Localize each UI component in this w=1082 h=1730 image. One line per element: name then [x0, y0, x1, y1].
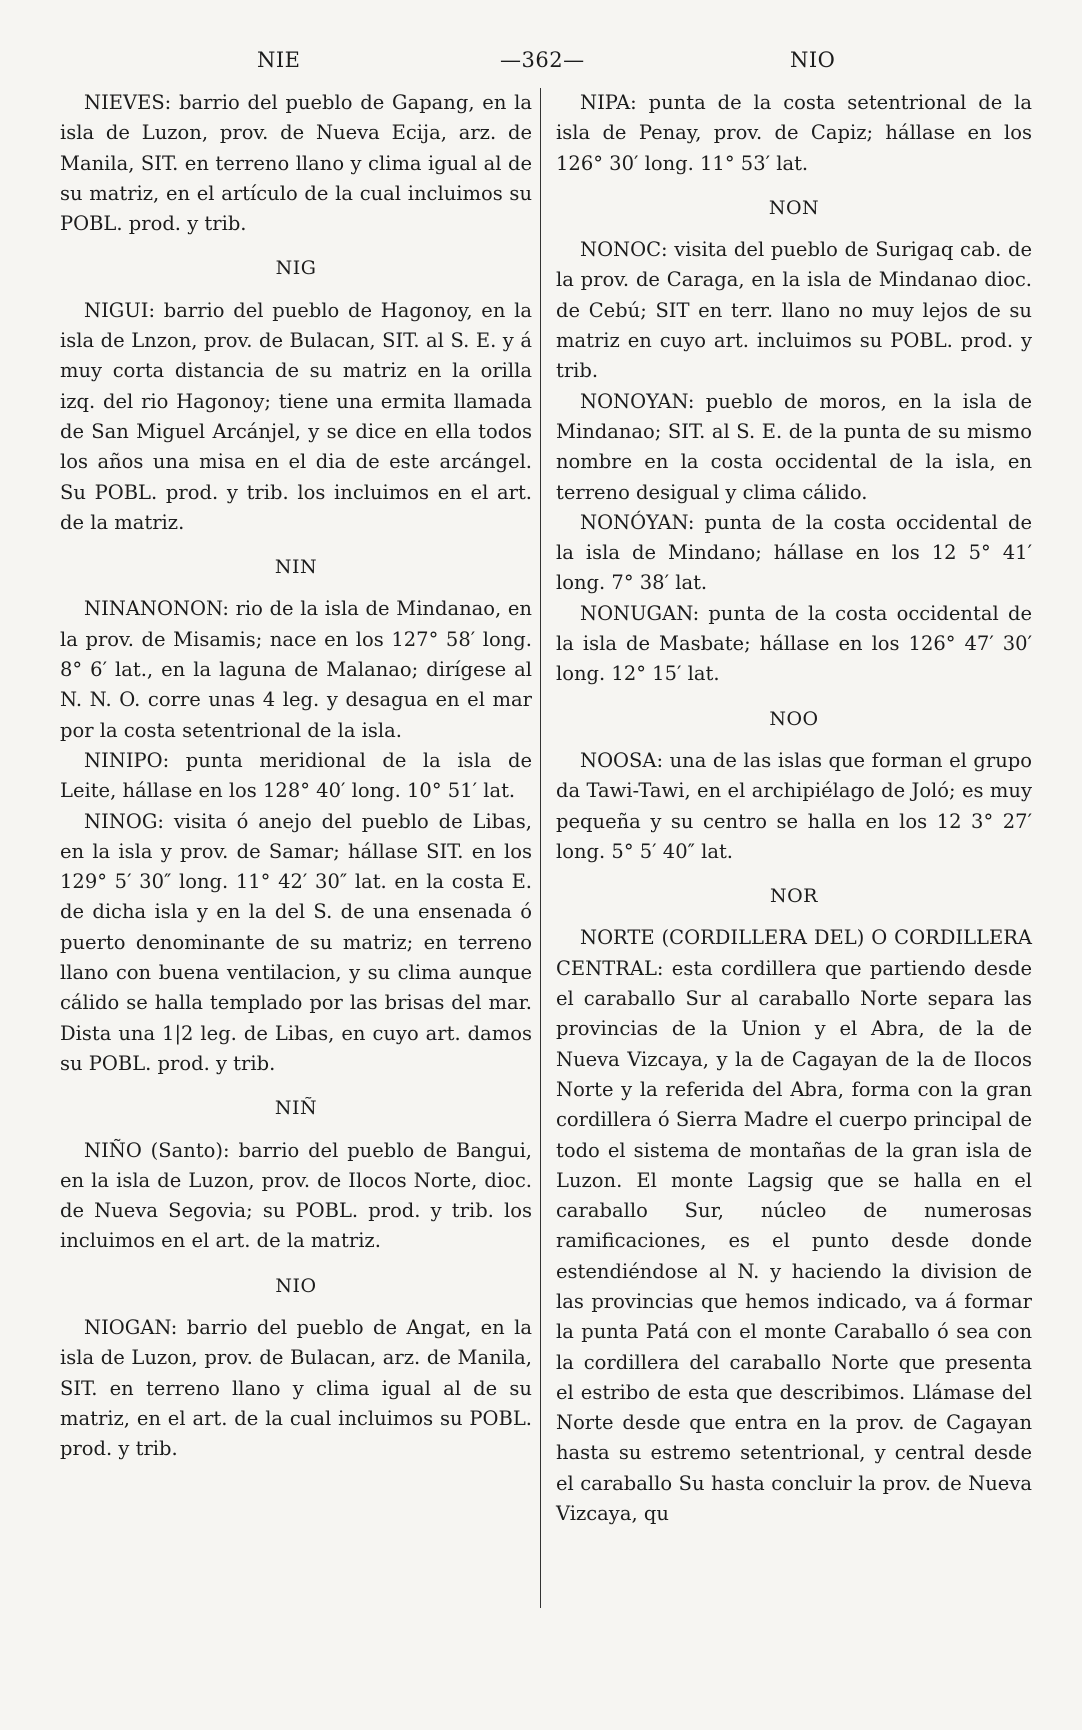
section-heading: NOO: [769, 707, 819, 730]
dictionary-entry: NINOG: visita ó anejo del pueblo de Libas, en la isla y prov. de Samar; hállase SIT. en los 129° 5′ 30″ long. 11° 42′ 30″ lat. en la costa E. de dicha isla y en la del S. de una ensenada ó puerto denominante de su matriz; en terreno llano con buena ventilacion, y su clima aunque cálido se halla templado por las brisas del mar. Dista una 1|2 leg. de Libas, en cuyo art. damos su POBL. prod. y trib.: [60, 809, 532, 1075]
dictionary-entry: NORTE (CORDILLERA DEL) O CORDILLERA CENTRAL: esta cordillera que partiendo desde el caraballo Sur al caraballo Norte separa las provincias de la Union y el Abra, de la de Nueva Vizcaya, y la de Cagayan de la de Ilocos Norte y la referida del Abra, forma con la gran cordillera ó Sierra Madre el cuerpo principal de todo el sistema de montañas de la gran isla de Luzon. El monte Lagsig que se halla en el caraballo Sur, núcleo de numerosas ramificaciones, es el punto desde donde estendiéndose al N. y haciendo la division de las provincias que hemos indicado, va á formar la punta Patá con el monte Caraballo ó sea con la cordillera del caraballo Norte que presenta el estribo de esta que describimos. Llámase del Norte desde que entra en la prov. de Cagayan hasta su estremo setentrional, y central desde el caraballo Su hasta concluir la prov. de Nueva Vizcaya, qu: [556, 926, 1032, 1526]
dictionary-entry: NIEVES: barrio del pueblo de Gapang, en la isla de Luzon, prov. de Nueva Ecija, arz. de Manila, SIT. en terreno llano y clima igual al de su matriz, en el artículo de la cual incluimos su POBL. prod. y trib.: [60, 91, 532, 236]
dictionary-entry: NONUGAN: punta de la costa occidental de la isla de Masbate; hállase en los 126° 47′ 30′ long. 12° 15′ lat.: [556, 601, 1032, 686]
section-heading: NIO: [275, 1274, 317, 1297]
page-number: —362—: [500, 48, 585, 72]
dictionary-entry: NOOSA: una de las islas que forman el grupo da Tawi-Tawi, en el archipiélago de Joló; es muy pequeña y su centro se halla en los 12 3° 27′ long. 5° 5′ 40″ lat.: [556, 748, 1032, 863]
section-heading: NIN: [274, 556, 318, 579]
section-heading: NOR: [769, 885, 818, 908]
dictionary-entry: NONOYAN: pueblo de moros, en la isla de Mindanao; SIT. al S. E. de la punta de su mismo nombre en la costa occidental de la isla, en terreno desigual y clima cálido.: [556, 389, 1032, 504]
dictionary-entry: NONÓYAN: punta de la costa occidental de la isla de Mindano; hállase en los 12 5° 41′ long. 7° 38′ lat.: [556, 510, 1032, 595]
dictionary-entry: NIÑO (Santo): barrio del pueblo de Bangui, en la isla de Luzon, prov. de Ilocos Norte, dioc. de Nueva Segovia; su POBL. prod. y trib. los incluimos en el art. de la matriz.: [60, 1138, 532, 1253]
dictionary-entry: NIPA: punta de la costa setentrional de la isla de Penay, prov. de Capiz; hállase en los 126° 30′ long. 11° 53′ lat.: [556, 91, 1032, 175]
dictionary-entry: NIOGAN: barrio del pueblo de Angat, en la isla de Luzon, prov. de Bulacan, arz. de Manila, SIT. en terreno llano y clima igual al de su matriz, en el art. de la cual incluimos su POBL. prod. y trib.: [60, 1315, 532, 1461]
section-heading: NON: [768, 196, 820, 219]
running-head-left: NIE: [257, 48, 301, 72]
column-divider: [540, 88, 541, 1608]
dictionary-entry: NINIPO: punta meridional de la isla de Leite, hállase en los 128° 40′ long. 10° 51′ lat.: [60, 748, 532, 803]
running-head-right: NIO: [790, 48, 836, 72]
section-heading: NIG: [275, 257, 317, 280]
dictionary-entry: NIGUI: barrio del pueblo de Hagonoy, en la isla de Lnzon, prov. de Bulacan, SIT. al S. E. y á muy corta distancia de su matriz en la orilla izq. del rio Hagonoy; tiene una ermita llamada de San Miguel Arcánjel, y se dice en ella todos los años una misa en el dia de este arcángel. Su POBL. prod. y trib. los incluimos en el art. de la matriz.: [60, 298, 532, 534]
section-heading: NIÑ: [274, 1097, 318, 1120]
left-column: [60, 88, 532, 1464]
dictionary-entry: NINANONON: rio de la isla de Mindanao, en la prov. de Misamis; nace en los 127° 58′ long. 8° 6′ lat., en la laguna de Malanao; dirígese al N. N. O. corre unas 4 leg. y desagua en el mar por la costa setentrional de la isla.: [60, 597, 532, 742]
dictionary-entry: NONOC: visita del pueblo de Surigaq cab. de la prov. de Caraga, en la isla de Mindanao dioc. de Cebú; SIT en terr. llano no muy lejos de su matriz en cuyo art. incluimos su POBL. prod. y trib.: [556, 238, 1032, 383]
right-column: [556, 88, 1032, 1529]
